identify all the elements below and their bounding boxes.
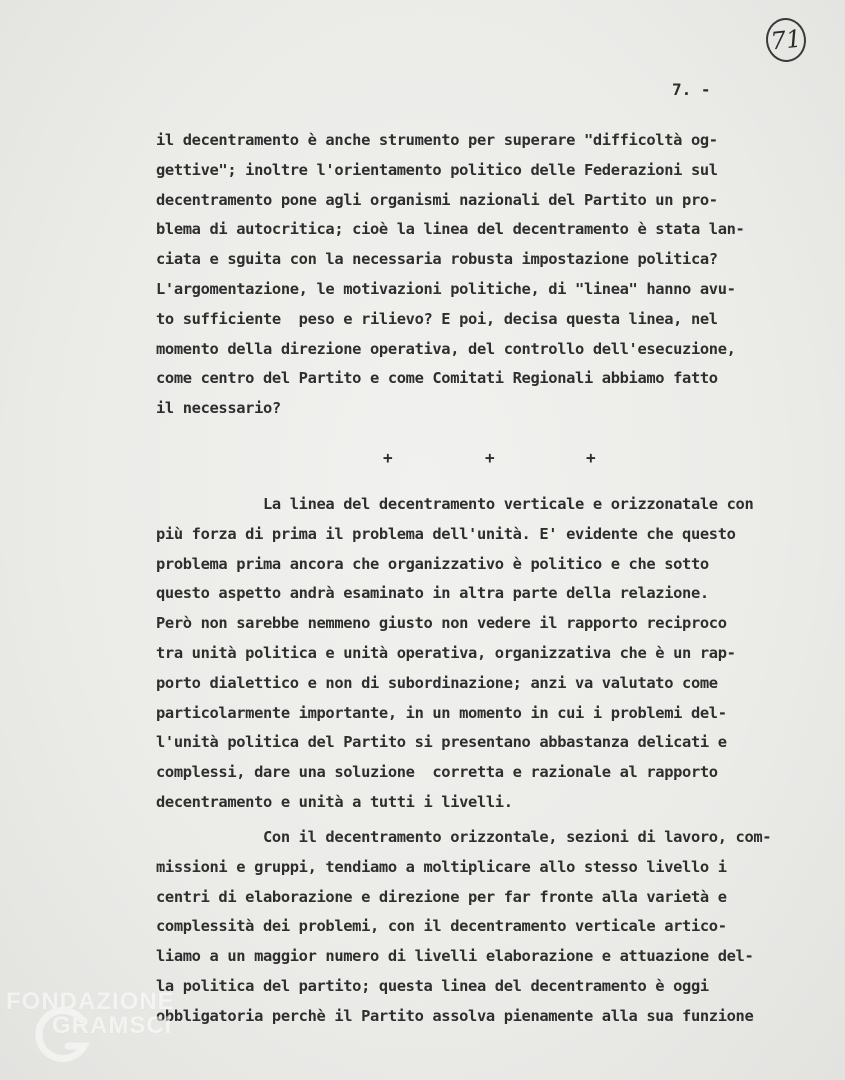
section-separator bbox=[383, 448, 603, 468]
archive-stamp: 71 bbox=[764, 16, 808, 64]
watermark-line-1: FONDAZIONE bbox=[6, 988, 175, 1015]
paragraph-3 bbox=[156, 823, 826, 1032]
separator-mark: + bbox=[383, 448, 393, 467]
text-line: liamo a un maggior numero di livelli elaborazione e attuazione del- bbox=[156, 947, 754, 966]
text-line: complessi, dare una soluzione corretta e razionale al rapporto bbox=[156, 763, 718, 782]
text-line: La linea del decentramento verticale e orizzonatale con bbox=[156, 495, 754, 513]
text-line: particolarmente importante, in un momento in cui i problemi del- bbox=[156, 703, 727, 722]
text-line: porto dialettico e non di subordinazione; anzi va valutato come bbox=[156, 673, 718, 692]
fondazione-gramsci-watermark bbox=[6, 988, 246, 1073]
text-line: più forza di prima il problema dell'unità. E' evidente che questo bbox=[156, 524, 736, 543]
paragraph-1 bbox=[156, 126, 826, 424]
text-line: decentramento e unità a tutti i livelli. bbox=[156, 792, 513, 811]
text-line: complessità dei problemi, con il decentramento verticale artico- bbox=[156, 917, 727, 936]
watermark-line-2: GRAMSCI bbox=[52, 1012, 173, 1039]
text-line: to sufficiente peso e rilievo? E poi, decisa questa linea, nel bbox=[156, 309, 718, 328]
text-line: missioni e gruppi, tendiamo a moltiplicare allo stesso livello i bbox=[156, 857, 727, 876]
text-line: tra unità politica e unità operativa, organizzativa che è un rap- bbox=[156, 643, 736, 662]
text-line: questo aspetto andrà esaminato in altra parte della relazione. bbox=[156, 584, 709, 603]
separator-mark: + bbox=[485, 448, 495, 467]
text-line: il decentramento è anche strumento per superare "difficoltà og- bbox=[156, 131, 718, 149]
text-line: momento della direzione operativa, del controllo dell'esecuzione, bbox=[156, 339, 736, 358]
text-line: decentramento pone agli organismi nazionali del Partito un pro- bbox=[156, 190, 718, 209]
text-line: L'argomentazione, le motivazioni politiche, di "linea" hanno avu- bbox=[156, 279, 736, 298]
text-line: la politica del partito; questa linea del decentramento è oggi bbox=[156, 976, 709, 995]
text-line: ciata e sguita con la necessaria robusta impostazione politica? bbox=[156, 250, 718, 269]
text-line: problema prima ancora che organizzativo è politico e che sotto bbox=[156, 554, 709, 573]
text-line: il necessario? bbox=[156, 399, 281, 418]
text-line: blema di autocritica; cioè la linea del decentramento è stata lan- bbox=[156, 220, 745, 239]
page-number: 7. - bbox=[672, 80, 711, 99]
text-line: come centro del Partito e come Comitati Regionali abbiamo fatto bbox=[156, 369, 718, 388]
paragraph-2 bbox=[156, 490, 826, 818]
text-line: obbligatoria perchè il Partito assolva pienamente alla sua funzione bbox=[156, 1006, 754, 1025]
text-line: Con il decentramento orizzontale, sezioni di lavoro, com- bbox=[156, 828, 772, 846]
text-line: Però non sarebbe nemmeno giusto non vedere il rapporto reciproco bbox=[156, 614, 727, 633]
separator-mark: + bbox=[586, 448, 596, 467]
text-line: l'unità politica del Partito si presentano abbastanza delicati e bbox=[156, 733, 727, 752]
text-line: centri di elaborazione e direzione per far fronte alla varietà e bbox=[156, 887, 727, 906]
text-line: gettive"; inoltre l'orientamento politico delle Federazioni sul bbox=[156, 160, 718, 179]
